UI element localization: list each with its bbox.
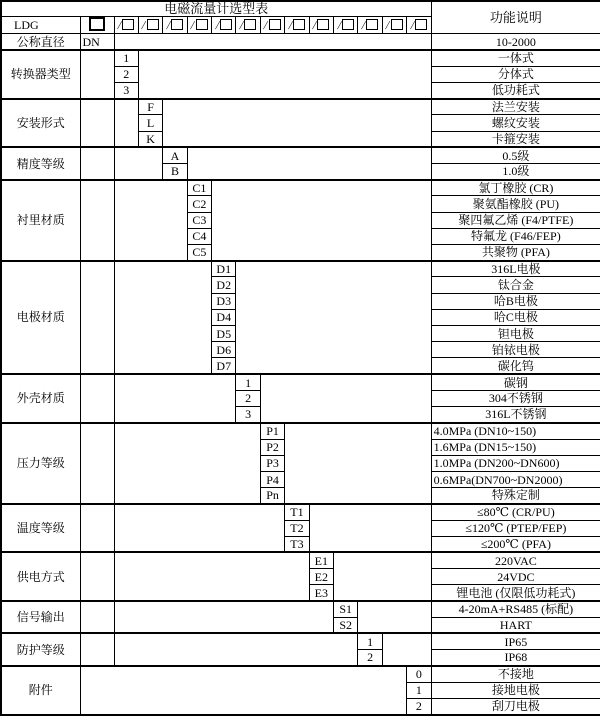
spacer-cell <box>114 633 358 665</box>
spacer-cell <box>114 180 187 261</box>
slash-glyph-icon: / <box>116 18 123 33</box>
table-row <box>1 601 600 617</box>
checkbox-glyph-icon <box>147 19 159 30</box>
section-label: 安装形式 <box>1 99 80 148</box>
spacer-cell <box>212 180 432 261</box>
section-label: 防护等级 <box>1 633 80 665</box>
function-cell: ≤200℃ (PFA) <box>431 536 600 552</box>
section-label: 信号输出 <box>1 601 80 633</box>
code-cell: C3 <box>187 212 211 228</box>
code-cell: 1 <box>114 50 138 66</box>
table-row <box>1 504 600 520</box>
code-cell: 3 <box>236 407 260 423</box>
slash-glyph-icon: / <box>311 18 318 33</box>
function-cell: IP68 <box>431 650 600 666</box>
function-cell: 碳化钨 <box>431 358 600 374</box>
code-cell: P2 <box>260 439 284 455</box>
model-slot-cell <box>163 17 187 34</box>
code-cell: E2 <box>309 569 333 585</box>
code-cell: D6 <box>212 342 236 358</box>
code-cell: S1 <box>334 601 358 617</box>
slash-glyph-icon: / <box>384 18 392 33</box>
title-row <box>1 1 600 17</box>
code-cell: P3 <box>260 455 284 471</box>
spacer-cell <box>114 99 138 148</box>
spacer-cell <box>80 666 407 715</box>
checkbox-glyph-icon <box>220 19 232 30</box>
spacer-cell <box>80 374 114 423</box>
checkbox-glyph-icon <box>196 19 208 30</box>
function-cell: 聚氨酯橡胶 (PU) <box>431 196 600 212</box>
section-label: 电极材质 <box>1 261 80 374</box>
function-cell: 316L不锈钢 <box>431 407 600 423</box>
checkbox-glyph-icon <box>269 19 281 30</box>
slash-glyph-icon: / <box>140 18 148 33</box>
function-cell: 一体式 <box>431 50 600 66</box>
model-slot-cell <box>358 17 382 34</box>
slash-glyph-icon: / <box>360 18 367 33</box>
function-cell: 聚四氟乙烯 (F4/PTFE) <box>431 212 600 228</box>
code-cell: T1 <box>285 504 309 520</box>
function-cell: 10-2000 <box>431 34 600 50</box>
spacer-cell <box>114 601 334 633</box>
function-column-header: 功能说明 <box>431 1 600 34</box>
code-cell: F <box>138 99 162 115</box>
checkbox-glyph-icon <box>122 19 134 30</box>
function-cell: 钽电极 <box>431 326 600 342</box>
code-cell: D5 <box>212 326 236 342</box>
spacer-cell <box>114 261 212 374</box>
code-cell: D1 <box>212 261 236 277</box>
slash-glyph-icon: / <box>238 18 245 33</box>
checkbox-glyph-icon <box>366 19 378 30</box>
checkbox-glyph-icon <box>391 19 403 30</box>
code-cell: 1 <box>407 682 431 698</box>
code-cell: L <box>138 115 162 131</box>
table-row <box>1 552 600 568</box>
code-cell: B <box>163 164 187 180</box>
model-slot-cell <box>285 17 309 34</box>
slash-glyph-icon: / <box>336 18 343 33</box>
page-title: 电磁流量计选型表 <box>1 1 431 17</box>
model-slot-cell <box>187 17 211 34</box>
function-cell: 1.6MPa (DN15~150) <box>431 439 600 455</box>
function-cell: HART <box>431 617 600 633</box>
function-cell: 316L电极 <box>431 261 600 277</box>
section-label: 供电方式 <box>1 552 80 601</box>
table-row <box>1 180 600 196</box>
function-cell: 特氟龙 (F46/FEP) <box>431 228 600 244</box>
table-row <box>1 666 600 682</box>
function-cell: 哈B电极 <box>431 293 600 309</box>
section-label: 转换器类型 <box>1 50 80 99</box>
spacer-cell <box>80 147 114 179</box>
function-cell: 4-20mA+RS485 (标配) <box>431 601 600 617</box>
spacer-cell <box>80 601 114 633</box>
spacer-cell <box>260 374 431 423</box>
code-cell: DN <box>80 34 114 50</box>
table-row <box>1 423 600 439</box>
function-cell: 刮刀电极 <box>431 698 600 715</box>
code-cell: 2 <box>114 66 138 82</box>
checkbox-glyph-icon <box>89 17 105 31</box>
spacer-cell <box>114 147 163 179</box>
section-label: 外壳材质 <box>1 374 80 423</box>
section-label: 衬里材质 <box>1 180 80 261</box>
code-cell: P1 <box>260 423 284 439</box>
function-cell: 0.6MPa(DN700~DN2000) <box>431 471 600 487</box>
section-label: 公称直径 <box>1 34 80 50</box>
function-cell: 接地电极 <box>431 682 600 698</box>
code-cell: C5 <box>187 245 211 261</box>
section-label: 精度等级 <box>1 147 80 179</box>
function-cell: 卡箍安装 <box>431 131 600 147</box>
table-row <box>1 50 600 66</box>
code-cell: 2 <box>407 698 431 715</box>
spacer-cell <box>80 261 114 374</box>
slash-glyph-icon: / <box>165 18 172 33</box>
model-slot-cell <box>138 17 162 34</box>
section-label: 附件 <box>1 666 80 715</box>
model-prefix: LDG <box>1 17 80 34</box>
function-cell: 220VAC <box>431 552 600 568</box>
spacer-cell <box>80 504 114 553</box>
model-slot-cell <box>236 17 260 34</box>
spacer-cell <box>114 374 236 423</box>
code-cell: K <box>138 131 162 147</box>
checkbox-glyph-icon <box>171 19 183 30</box>
function-cell: 分体式 <box>431 66 600 82</box>
slash-glyph-icon: / <box>189 18 197 33</box>
table-row <box>1 99 600 115</box>
code-cell: E1 <box>309 552 333 568</box>
code-cell: D7 <box>212 358 236 374</box>
function-cell: 铂铱电极 <box>431 342 600 358</box>
code-cell: 3 <box>114 83 138 99</box>
slash-glyph-icon: / <box>287 18 294 33</box>
table-row <box>1 147 600 163</box>
spacer-cell <box>187 147 431 179</box>
slash-glyph-icon: / <box>409 18 416 33</box>
spacer-cell <box>80 50 114 99</box>
function-cell: ≤80℃ (CR/PU) <box>431 504 600 520</box>
spacer-cell <box>309 504 431 553</box>
function-cell: 低功耗式 <box>431 83 600 99</box>
function-cell: 螺纹安装 <box>431 115 600 131</box>
code-cell: 1 <box>358 633 382 649</box>
spacer-cell <box>163 99 431 148</box>
code-cell: T3 <box>285 536 309 552</box>
code-cell: A <box>163 147 187 163</box>
checkbox-glyph-icon <box>244 19 256 30</box>
code-cell: Pn <box>260 488 284 504</box>
spacer-cell <box>114 423 260 504</box>
function-cell: 24VDC <box>431 569 600 585</box>
model-slot-cell <box>309 17 333 34</box>
model-slot-cell <box>407 17 431 34</box>
code-cell: D4 <box>212 309 236 325</box>
function-cell: 1.0级 <box>431 164 600 180</box>
table-row <box>1 633 600 649</box>
function-cell: 碳钢 <box>431 374 600 390</box>
code-cell: D2 <box>212 277 236 293</box>
function-cell: 304不锈钢 <box>431 390 600 406</box>
code-cell: P4 <box>260 471 284 487</box>
code-cell: C1 <box>187 180 211 196</box>
code-cell: T2 <box>285 520 309 536</box>
function-cell: 法兰安装 <box>431 99 600 115</box>
spacer-cell <box>80 633 114 665</box>
model-slot-cell <box>212 17 236 34</box>
function-cell: 1.0MPa (DN200~DN600) <box>431 455 600 471</box>
function-cell: 锂电池 (仅限低功耗式) <box>431 585 600 601</box>
spacer-cell <box>236 261 431 374</box>
spacer-cell <box>138 50 431 99</box>
section-label: 温度等级 <box>1 504 80 553</box>
model-slot-cell <box>260 17 284 34</box>
checkbox-glyph-icon <box>317 19 329 30</box>
spacer-cell <box>358 601 431 633</box>
function-cell: 4.0MPa (DN10~150) <box>431 423 600 439</box>
model-slot-cell <box>382 17 406 34</box>
function-cell: 钛合金 <box>431 277 600 293</box>
function-cell: 特殊定制 <box>431 488 600 504</box>
code-cell: S2 <box>334 617 358 633</box>
spacer-cell <box>285 423 431 504</box>
spacer-cell <box>114 504 285 553</box>
code-cell: 2 <box>236 390 260 406</box>
function-cell: ≤120℃ (PTEP/FEP) <box>431 520 600 536</box>
spacer-cell <box>334 552 432 601</box>
function-cell: 共聚物 (PFA) <box>431 245 600 261</box>
model-slot-cell <box>114 17 138 34</box>
spacer-cell <box>114 34 431 50</box>
code-cell: 2 <box>358 650 382 666</box>
table-row <box>1 261 600 277</box>
spacer-cell <box>382 633 431 665</box>
table-row <box>1 374 600 390</box>
model-box-cell <box>80 17 114 34</box>
code-cell: 1 <box>236 374 260 390</box>
code-cell: C4 <box>187 228 211 244</box>
spacer-cell <box>80 423 114 504</box>
code-cell: 0 <box>407 666 431 682</box>
spacer-cell <box>114 552 309 601</box>
slash-glyph-icon: / <box>214 18 221 33</box>
model-slot-cell <box>334 17 358 34</box>
spacer-cell <box>80 180 114 261</box>
checkbox-glyph-icon <box>293 19 305 30</box>
function-cell: 不接地 <box>431 666 600 682</box>
section-label: 压力等级 <box>1 423 80 504</box>
checkbox-glyph-icon <box>342 19 354 30</box>
slash-glyph-icon: / <box>262 18 270 33</box>
function-cell: 哈C电极 <box>431 309 600 325</box>
code-cell: E3 <box>309 585 333 601</box>
function-cell: 0.5级 <box>431 147 600 163</box>
spacer-cell <box>80 99 114 148</box>
function-cell: IP65 <box>431 633 600 649</box>
code-cell: D3 <box>212 293 236 309</box>
spacer-cell <box>80 552 114 601</box>
checkbox-glyph-icon <box>415 19 427 30</box>
code-cell: C2 <box>187 196 211 212</box>
dn-row <box>1 34 600 50</box>
function-cell: 氯丁橡胶 (CR) <box>431 180 600 196</box>
